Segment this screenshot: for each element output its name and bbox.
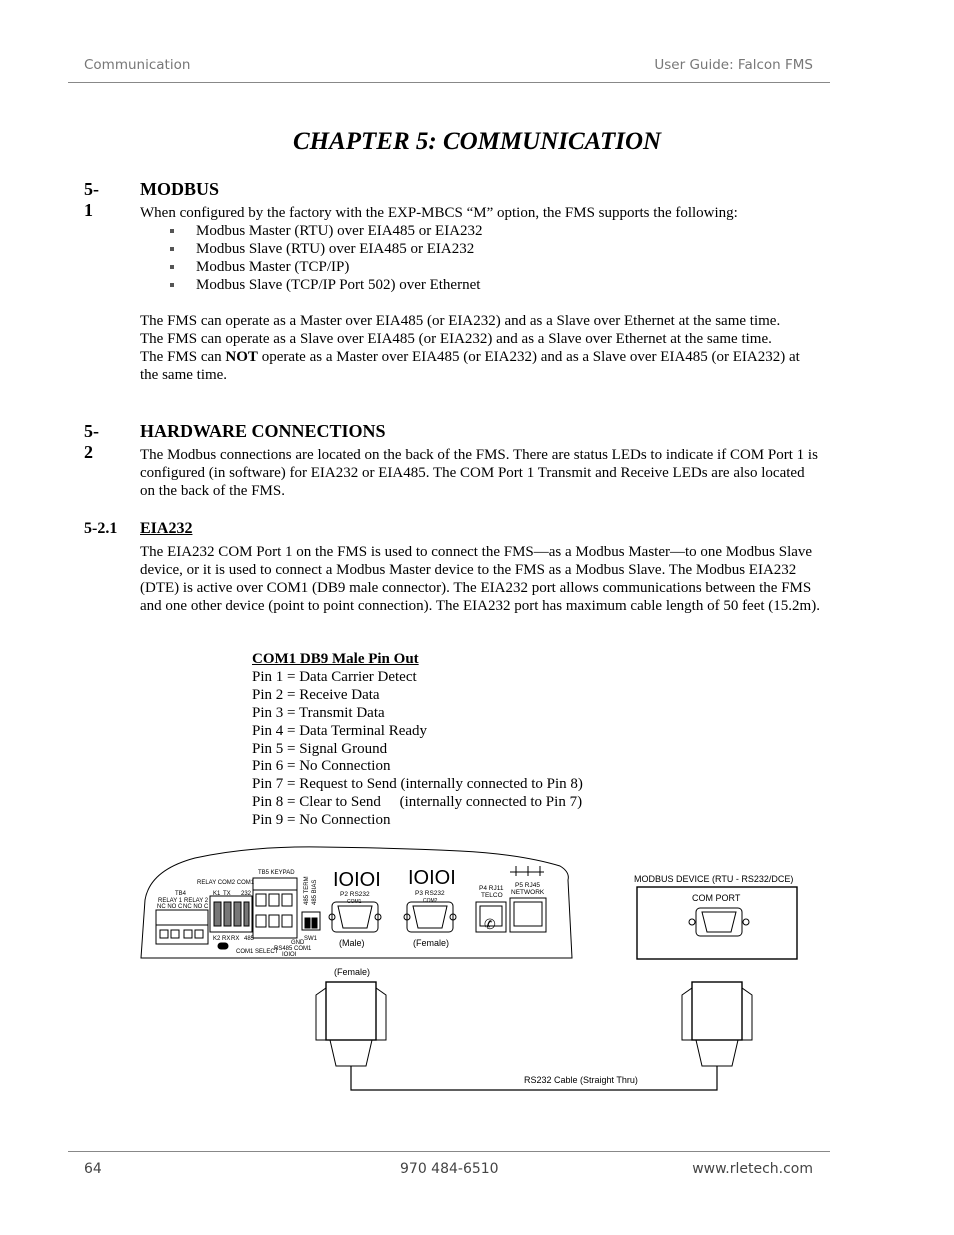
pin-line: Pin 7 = Request to Send (internally connected to Pin 8) bbox=[252, 776, 583, 793]
pin-line: Pin 4 = Data Terminal Ready bbox=[252, 722, 428, 739]
pin-line: Pin 1 = Data Carrier Detect bbox=[252, 668, 417, 685]
tb4-label: TB4 bbox=[175, 891, 187, 897]
section-number: 5-2 bbox=[84, 421, 99, 462]
cable-connector-left bbox=[326, 982, 376, 1040]
k1-label: K1 bbox=[213, 891, 221, 897]
p4-label: P4 RJ11 bbox=[479, 885, 504, 892]
k2-label: K2 bbox=[213, 936, 221, 942]
relay-com-label: RELAY COM2 COM1 bbox=[197, 880, 255, 886]
com1-logo: IOIOI bbox=[333, 869, 381, 891]
modbus-intro: When configured by the factory with the EXP-MBCS “M” option, the FMS supports the following: bbox=[140, 205, 738, 221]
com1-label: COM1 bbox=[347, 899, 362, 905]
tb4-terminal-block bbox=[156, 910, 208, 944]
pin-line: Pin 5 = Signal Ground bbox=[252, 740, 388, 757]
running-header-right: User Guide: Falcon FMS bbox=[654, 57, 813, 73]
p5-label: P5 RJ45 bbox=[515, 882, 540, 889]
relay2-pins-label: NC NO C bbox=[183, 904, 209, 910]
paragraph-line: The FMS can NOT operate as a Master over EIA485 (or EIA232) and as a Slave over EIA485 (or EIA232) at the same time. bbox=[140, 349, 800, 383]
com1-select-label: COM1 SELECT bbox=[236, 949, 279, 955]
running-header-left: Communication bbox=[84, 57, 191, 73]
pin-line: Pin 9 = No Connection bbox=[252, 812, 391, 829]
eia485-led-label: 485 bbox=[244, 936, 255, 942]
bias-label: 485 BIAS bbox=[312, 879, 318, 905]
section-title: MODBUS bbox=[140, 179, 220, 199]
list-item: Modbus Master (RTU) over EIA485 or EIA232 bbox=[168, 222, 483, 240]
male-label: (Male) bbox=[339, 938, 365, 948]
subsection-title: EIA232 bbox=[140, 520, 193, 537]
chapter-title: CHAPTER 5: COMMUNICATION bbox=[292, 128, 662, 155]
hardware-paragraph: The Modbus connections are located on the back of the FMS. There are status LEDs to indicate if COM Port 1 is configured (in software) for EIA232 or EIA485. The COM Port 1 Transmit and Receive LEDs are also located on the back of the FMS. bbox=[140, 447, 818, 499]
eia232-led-label: 232 bbox=[241, 891, 252, 897]
com2-logo: IOIOI bbox=[408, 867, 456, 889]
cable-label: RS232 Cable (Straight Thru) bbox=[524, 1075, 638, 1085]
rj45-jack bbox=[510, 898, 546, 932]
relay1-pins-label: NC NO C bbox=[157, 904, 183, 910]
com-port-connector bbox=[702, 912, 736, 932]
telco-label: TELCO bbox=[481, 892, 503, 899]
page-number: 64 bbox=[84, 1161, 102, 1177]
female-label: (Female) bbox=[413, 938, 450, 948]
db9-female-connector bbox=[413, 906, 447, 928]
section-number: 5-1 bbox=[84, 179, 99, 220]
footer-rule bbox=[68, 1151, 830, 1152]
tb5-label: TB5 KEYPAD bbox=[258, 870, 295, 876]
subsection-number: 5-2.1 bbox=[84, 520, 118, 537]
rx-label: RX bbox=[231, 936, 240, 942]
sw1-label: SW1 bbox=[304, 936, 318, 942]
list-item: Modbus Slave (TCP/IP Port 502) over Ethernet bbox=[168, 276, 483, 294]
relay2-label: RELAY 2 bbox=[184, 898, 209, 904]
pin-line: Pin 8 = Clear to Send (internally connected to Pin 7) bbox=[252, 794, 583, 811]
com2-label: COM2 bbox=[423, 898, 438, 904]
gnd-label: GND bbox=[291, 940, 305, 946]
list-item: Modbus Master (TCP/IP) bbox=[168, 258, 483, 276]
pin-line: Pin 2 = Receive Data bbox=[252, 686, 380, 703]
footer-phone: 970 484-6510 bbox=[400, 1161, 499, 1177]
section-title: HARDWARE CONNECTIONS bbox=[140, 421, 386, 441]
modbus-device-label: MODBUS DEVICE (RTU - RS232/DCE) bbox=[634, 874, 794, 884]
eia232-paragraph: The EIA232 COM Port 1 on the FMS is used to connect the FMS—as a Modbus Master—to one Modbus Slave device, or it is used to connect a Modbus Master device to the FMS as a Modbus Slave. The Modbus EIA232 (DTE) is active over COM1 (DB9 male connector). The EIA232 port allows communications between the FMS and one other device (point to point connection). The EIA232 port has maximum cable length of 50 feet (15.2m). bbox=[140, 544, 820, 614]
paragraph-line: The FMS can operate as a Master over EIA485 (or EIA232) and as a Slave over Ethernet at the same time. bbox=[140, 313, 781, 329]
pin-line: Pin 6 = No Connection bbox=[252, 758, 391, 775]
rx2-label: RX bbox=[222, 936, 231, 942]
pinout-title: COM1 DB9 Male Pin Out bbox=[252, 651, 419, 667]
pin-line: Pin 3 = Transmit Data bbox=[252, 704, 385, 721]
relay1-label: RELAY 1 bbox=[158, 898, 183, 904]
network-label: NETWORK bbox=[511, 889, 545, 896]
rs485-com1-label: RS485 COM1 bbox=[274, 946, 312, 952]
cable-connector-right bbox=[692, 982, 742, 1040]
cable-female-label: (Female) bbox=[334, 967, 371, 977]
db9-male-connector bbox=[338, 906, 372, 928]
tx-label: TX bbox=[223, 891, 231, 897]
rs485-io-label: IOIOI bbox=[282, 952, 297, 958]
telco-phone-icon: ✆ bbox=[484, 916, 496, 932]
paragraph-line: The FMS can operate as a Slave over EIA485 (or EIA232) and as a Slave over Ethernet at the same time. bbox=[140, 331, 772, 347]
list-item: Modbus Slave (RTU) over EIA485 or EIA232 bbox=[168, 240, 483, 258]
footer-website[interactable]: www.rletech.com bbox=[692, 1161, 813, 1177]
term-label: 485 TERM bbox=[304, 876, 310, 905]
p2-label: P2 RS232 bbox=[340, 891, 370, 898]
p3-label: P3 RS232 bbox=[415, 890, 445, 897]
tb5-terminal bbox=[253, 878, 297, 938]
com-port-label: COM PORT bbox=[692, 893, 741, 903]
